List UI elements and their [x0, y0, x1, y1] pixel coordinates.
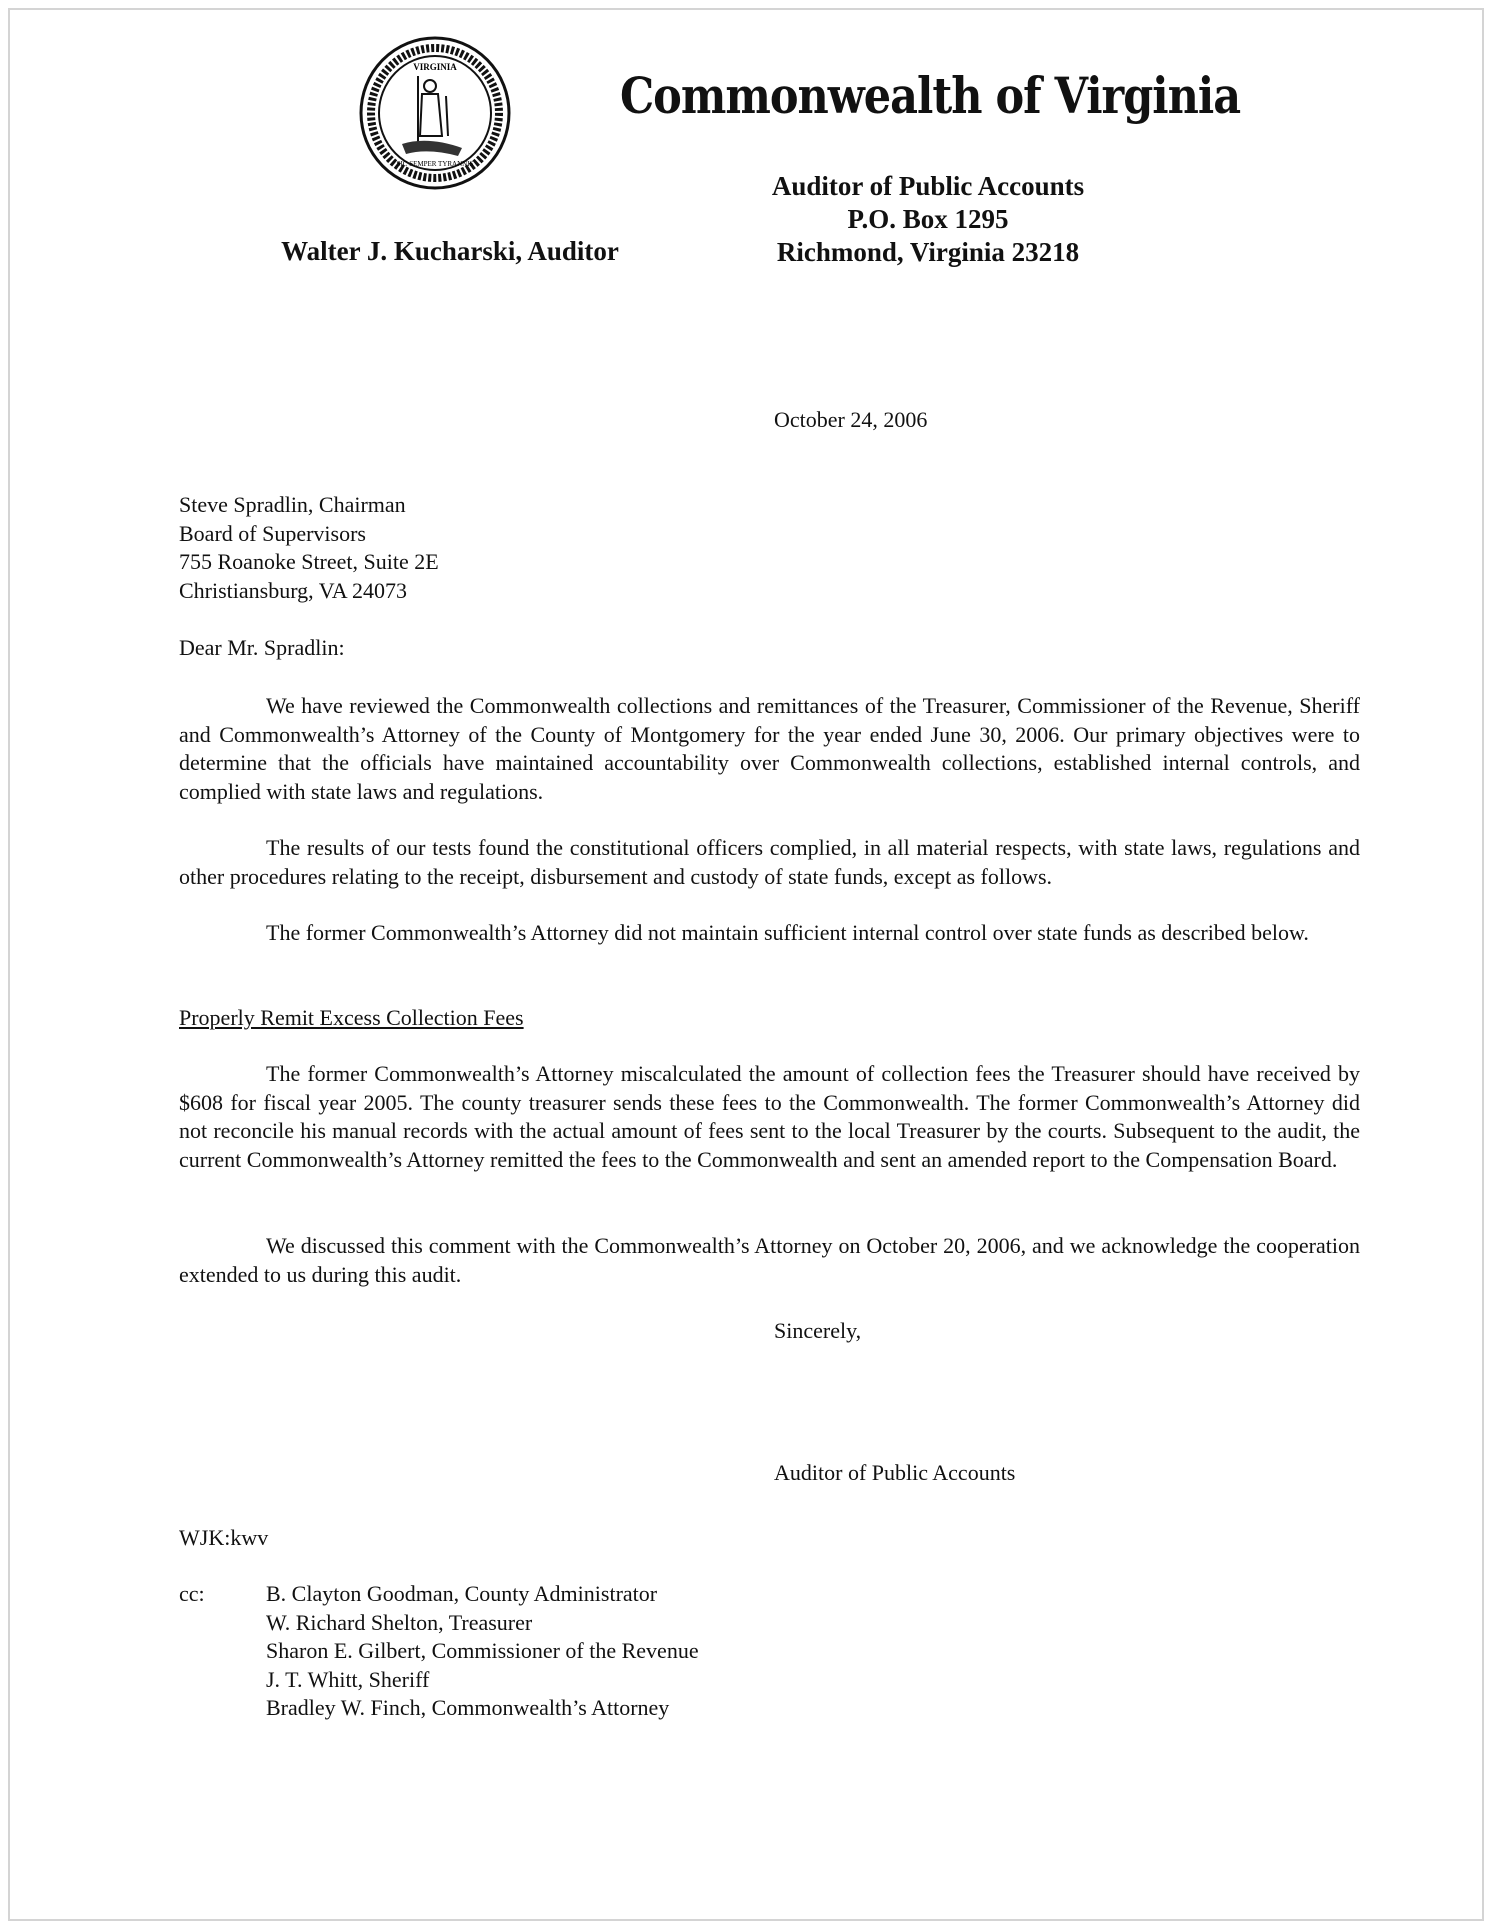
cc-item: W. Richard Shelton, Treasurer: [266, 1609, 533, 1635]
cc-item: B. Clayton Goodman, County Administrator: [266, 1581, 658, 1606]
cc-item: Sharon E. Gilbert, Commissioner of the Revenue: [266, 1638, 699, 1663]
page-border: [8, 8, 1484, 1921]
recipient-line: Christiansburg, VA 24073: [179, 577, 407, 603]
cc-label: cc:: [179, 1581, 205, 1606]
recipient-address: [179, 491, 439, 605]
office-name: Auditor of Public Accounts: [771, 171, 1085, 201]
cc-list: [266, 1580, 699, 1723]
initials: WJK:kwv: [179, 1525, 269, 1550]
section-heading: Properly Remit Excess Collection Fees: [179, 1005, 524, 1030]
recipient-line: Board of Supervisors: [179, 520, 366, 546]
cc-item: Bradley W. Finch, Commonwealth’s Attorney: [266, 1695, 670, 1720]
cc-item: J. T. Whitt, Sheriff: [266, 1666, 430, 1692]
letter-date: October 24, 2006: [774, 407, 928, 432]
svg-text:SIC SEMPER TYRANNIS: SIC SEMPER TYRANNIS: [396, 160, 474, 168]
office-city: Richmond, Virginia 23218: [776, 237, 1080, 267]
closing: Sincerely,: [774, 1318, 862, 1343]
recipient-line: Steve Spradlin, Chairman: [179, 492, 406, 517]
virginia-seal-icon: [358, 36, 512, 190]
salutation: Dear Mr. Spradlin:: [179, 635, 345, 660]
office-address: [700, 170, 1156, 269]
paragraph: The results of our tests found the constitutional officers complied, in all material respects, with state laws, regulations and other procedures relating to the receipt, disbursement and custody of state funds, except as follows.: [179, 835, 1360, 889]
signature: Auditor of Public Accounts: [774, 1460, 1016, 1485]
paragraph: The former Commonwealth’s Attorney did not maintain sufficient internal control over state funds as described below.: [266, 920, 1309, 945]
paragraph: The former Commonwealth’s Attorney miscalculated the amount of collection fees the Treasurer should have received by $608 for fiscal year 2005. The county treasurer sends these fees to the Commonwealth. The former Commonwealth’s Attorney did not reconcile his manual records with the actual amount of fees sent to the local Treasurer by the courts. Subsequent to the audit, the current Commonwealth’s Attorney remitted the fees to the Commonwealth and sent an amended report to the Compensation Board.: [179, 1061, 1360, 1172]
paragraph: We have reviewed the Commonwealth collections and remittances of the Treasurer, Commissioner of the Revenue, Sheriff and Commonwealth’s Attorney of the County of Montgomery for the year ended June 30, 2006. Our primary objectives were to determine that the officials have maintained accountability over Commonwealth collections, established internal controls, and complied with state laws and regulations.: [179, 693, 1360, 804]
office-po-box: P.O. Box 1295: [847, 204, 1009, 234]
letterhead-title: Commonwealth of Virginia: [619, 68, 1241, 126]
auditor-name: Walter J. Kucharski, Auditor: [281, 236, 619, 266]
paragraph: We discussed this comment with the Commonwealth’s Attorney on October 20, 2006, and we acknowledge the cooperation extended to us during this audit.: [179, 1233, 1360, 1287]
svg-text:VIRGINIA: VIRGINIA: [413, 62, 457, 72]
recipient-line: 755 Roanoke Street, Suite 2E: [179, 549, 439, 574]
